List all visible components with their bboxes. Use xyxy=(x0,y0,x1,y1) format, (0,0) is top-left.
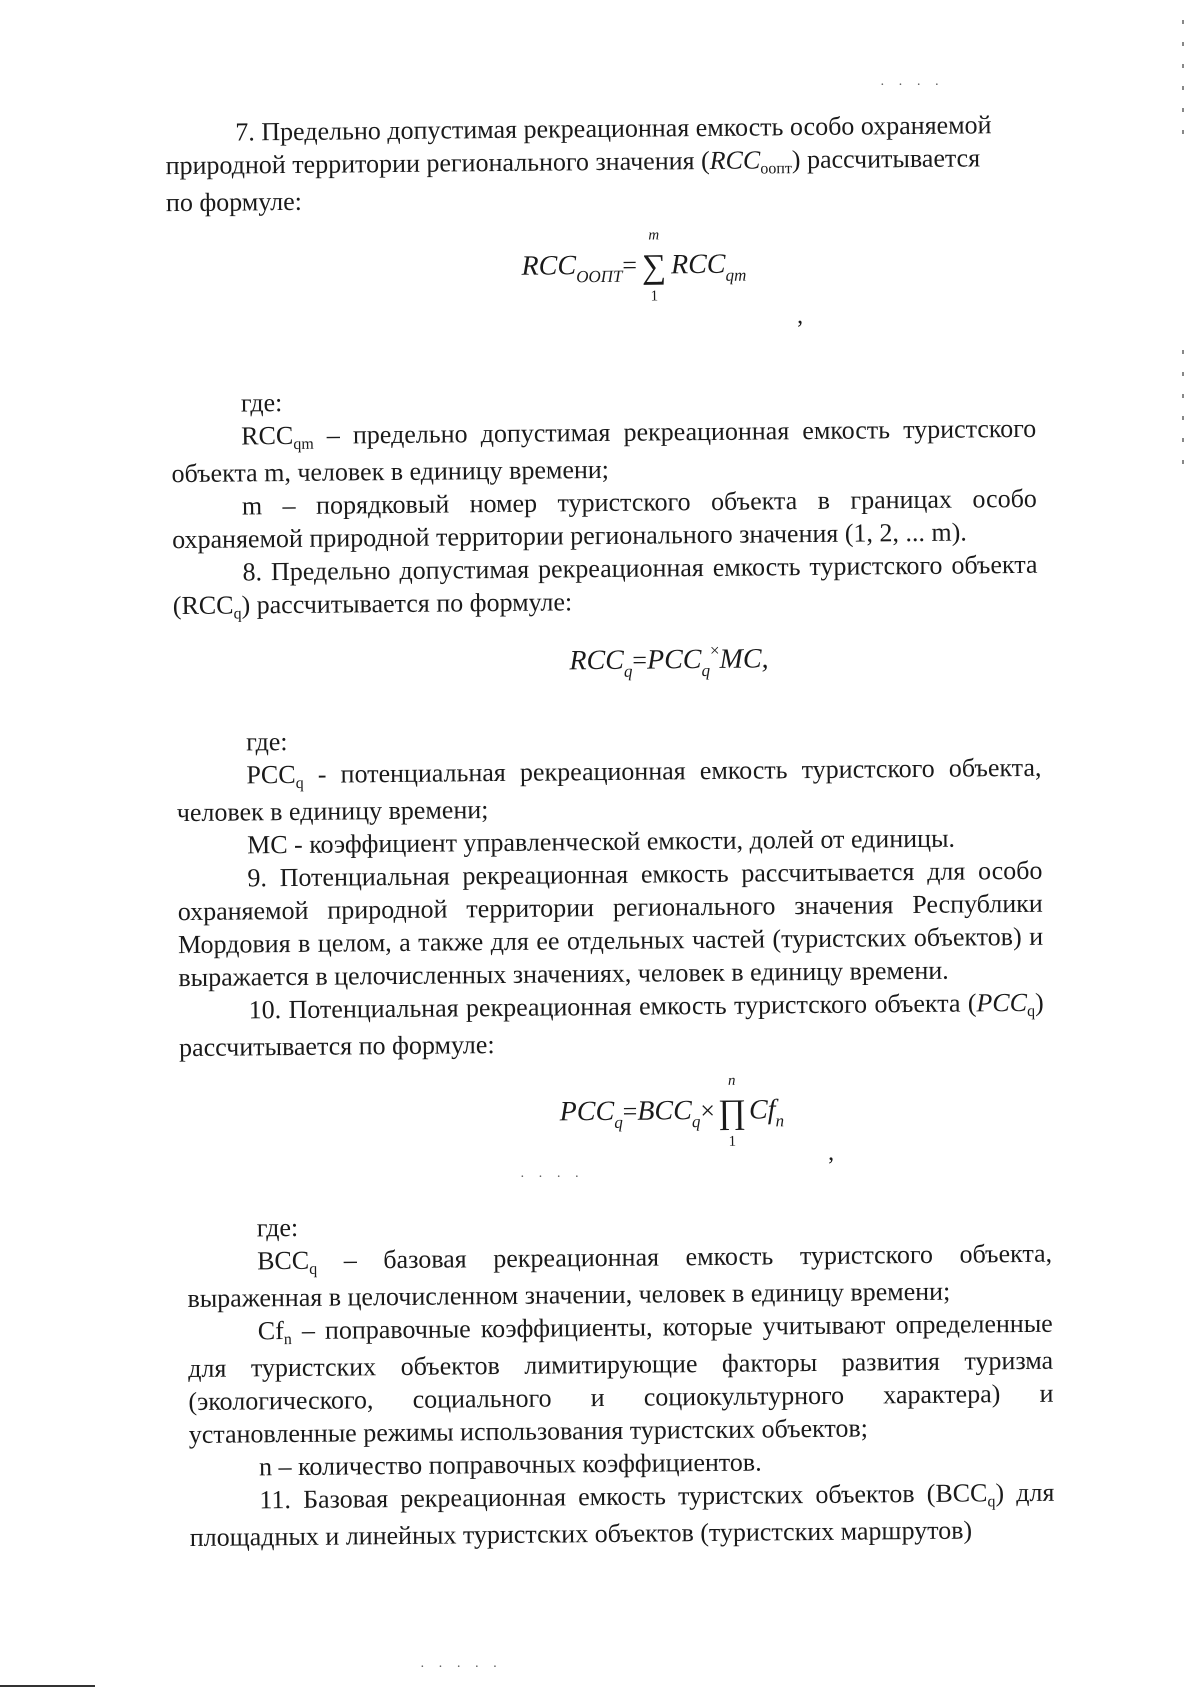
product-symbol xyxy=(717,1072,747,1150)
formula-rcc-q xyxy=(569,640,769,681)
formula-1-lhs-sub: ООПТ xyxy=(576,266,623,287)
formula-2-equals: = xyxy=(632,645,648,675)
paragraph-11: 11. Базовая рекреационная емкость туристских объектов (BCCq) для площадных и линейных туристских объектов (туристских маршрутов) xyxy=(189,1477,1055,1553)
formula-2-lhs: RCC xyxy=(569,644,624,677)
formula-pcc-q xyxy=(559,1072,785,1150)
where-label-3: где: xyxy=(256,1212,299,1243)
scan-specks-bottom: · · · · · xyxy=(420,1660,503,1675)
definition-rcc-qm: RCCqm – предельно допустимая рекреационная емкость туристского объекта m, человек в единицу времени; xyxy=(171,413,1037,489)
sum-sign: ∑ xyxy=(641,247,667,286)
definition-cf-n: Cfn – поправочные коэффициенты, которые учитывают определенные для туристских объектов лимитирующие факторы развития туризма (экологического, социального и социокультурного характера) и установленные режимы использования туристских объектов; xyxy=(188,1308,1054,1450)
sum-lower-limit: 1 xyxy=(650,288,659,305)
summation-symbol xyxy=(639,227,669,305)
sum-upper-limit: m xyxy=(648,227,660,244)
formula-1-rhs: RCC xyxy=(670,248,726,281)
paragraph-10: 10. Потенциальная рекреационная емкость туристского объекта (PCCq) рассчитывается по формуле: xyxy=(178,987,1044,1063)
formula-2-mc: MC, xyxy=(719,643,769,675)
paragraph-9: 9. Потенциальная рекреационная емкость рассчитывается для особо охраняемой природной территории регионального значения Республики Мордовия в целом, а также для ее отдельных частей (туристских объектов) и выражается в целочисленных значениях, человек в единицу времени. xyxy=(177,855,1044,993)
where-label-1: где: xyxy=(240,388,283,418)
formula-1-rhs-sub: qm xyxy=(725,265,747,285)
formula-3-cf-sub: n xyxy=(775,1111,785,1131)
formula-2-times: × xyxy=(709,640,720,660)
formula-3-lhs-sub: q xyxy=(614,1112,623,1132)
scan-corner-line xyxy=(0,1685,95,1687)
scan-edge-marks-middle xyxy=(1182,350,1184,470)
formula-2-pcc: PCC xyxy=(646,644,702,676)
paragraph-8: 8. Предельно допустимая рекреационная емкость туристского объекта (RCCq) рассчитывается по формуле: xyxy=(172,549,1038,623)
formula-1-lhs: RCC xyxy=(521,250,577,282)
scan-edge-marks-top xyxy=(1182,20,1184,140)
formula-2-pcc-sub: q xyxy=(701,660,711,681)
formula-rcc-oopt xyxy=(521,227,747,305)
paragraph-7-line-1: 7. Предельно допустимая рекреационная емкость особо охраняемой xyxy=(235,110,992,147)
prod-sign: ∏ xyxy=(717,1093,747,1131)
formula-3-cf: Cf xyxy=(748,1094,776,1126)
formula-3-times: × xyxy=(700,1095,716,1126)
definition-mc: MC - коэффициент управленческой емкости, долей от единицы. xyxy=(246,823,956,860)
prod-lower-limit: 1 xyxy=(728,1133,737,1150)
scan-specks-top: · · · · xyxy=(880,78,945,93)
formula-3-lhs: PCC xyxy=(559,1095,615,1128)
where-label-2: где: xyxy=(246,727,288,757)
definitions-block-2 xyxy=(176,718,1044,1064)
definition-n: n – количество поправочных коэффициентов. xyxy=(258,1447,762,1482)
definition-bcc-q: BCCq – базовая рекреационная емкость туристского объекта, выраженная в целочисленном значении, человек в единицу времени; xyxy=(187,1238,1053,1314)
formula-3-bcc-sub: q xyxy=(691,1112,701,1132)
definition-m: m – порядковый номер туристского объекта в границах особо охраняемой природной территории регионального значения (1, 2, ... m). xyxy=(172,483,1037,555)
paragraph-7-line-2: природной территории регионального значения (RCCоопт) рассчитывается xyxy=(165,143,981,181)
definition-pcc-q: PCCq - потенциальная рекреационная емкость туристского объекта, человек в единицу времени; xyxy=(176,752,1042,828)
formula-1-equals: = xyxy=(622,250,638,280)
formula-3-bcc: BCC xyxy=(637,1095,692,1127)
definitions-block-1 xyxy=(171,379,1038,626)
definitions-block-3 xyxy=(187,1204,1055,1554)
formula-2-lhs-sub: q xyxy=(623,661,633,681)
paragraph-7 xyxy=(165,108,1031,219)
formula-3-comma: , xyxy=(827,1139,835,1166)
formula-1-comma: , xyxy=(796,303,804,330)
formula-3-equals: = xyxy=(622,1096,638,1126)
scan-specks-formula-3: · · · · xyxy=(520,1170,585,1185)
prod-upper-limit: n xyxy=(727,1072,736,1089)
paragraph-7-line-3: по формуле: xyxy=(165,186,303,218)
